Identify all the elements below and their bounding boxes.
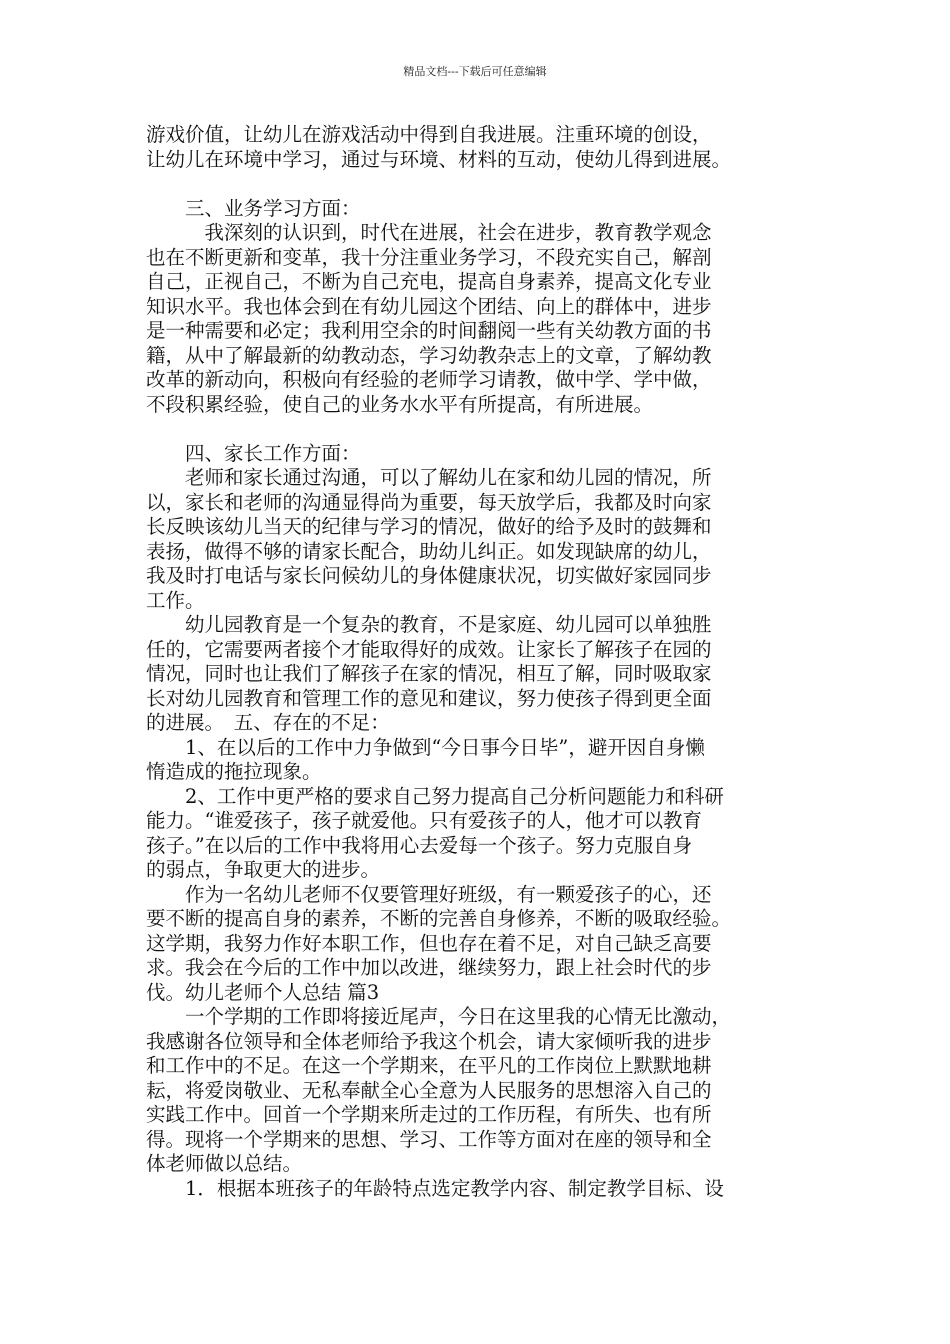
text-line: 2、工作中更严格的要求自己努力提高自己分析问题能力和科研: [146, 784, 724, 808]
page-header: 精品文档---下载后可任意编辑: [403, 65, 547, 78]
text-line: 表扬，做得不够的请家长配合，助幼儿纠正。如发现缺席的幼儿，: [146, 539, 712, 563]
text-line: 1、在以后的工作中力争做到“今日事今日毕”，避开因自身懒: [146, 735, 705, 759]
text-line: 以，家长和老师的沟通显得尚为重要，每天放学后，我都及时向家: [146, 490, 712, 514]
text-line: 惰造成的拖拉现象。: [146, 760, 322, 783]
text-line: 作为一名幼儿老师不仅要管理好班级，有一颗爱孩子的心，还: [146, 882, 712, 906]
text-line: 情况，同时也让我们了解孩子在家的情况，相互了解，同时吸取家: [146, 662, 712, 685]
text-line: 自己，正视自己，不断为自己充电，提高自身素养，提高文化专业: [146, 270, 712, 293]
text-line: 老师和家长通过沟通，可以了解幼儿在家和幼儿园的情况，所: [146, 466, 712, 489]
text-line: 三、业务学习方面：: [146, 196, 361, 220]
text-line: 我深刻的认识到，时代在进展，社会在进步，教育教学观念: [146, 221, 712, 244]
text-line: 耘，将爱岗敬业、无私奉献全心全意为人民服务的思想溶入自己的: [146, 1078, 712, 1102]
text-line: 这学期，我努力作好本职工作，但也存在着不足，对自己缺乏高要: [146, 931, 712, 955]
text-line: 籍，从中了解最新的幼教动态，学习幼教杂志上的文章，了解幼教: [146, 343, 712, 367]
text-line: 能力。“谁爱孩子，孩子就爱他。只有爱孩子的人，他才可以教育: [146, 809, 702, 832]
text-line: 的进展。 五、存在的不足：: [146, 711, 390, 734]
text-line: 工作。: [146, 588, 205, 612]
text-line: 体老师做以总结。: [146, 1152, 303, 1175]
text-line: 长对幼儿园教育和管理工作的意见和建议，努力使孩子得到更全面: [146, 686, 712, 710]
text-line: 我感谢各位领导和全体老师给予我这个机会，请大家倾听我的进步: [146, 1029, 712, 1053]
text-line: 一个学期的工作即将接近尾声，今日在这里我的心情无比激动，: [146, 1005, 732, 1028]
blank-line: [146, 417, 806, 442]
text-line: 1．根据本班孩子的年龄特点选定教学内容、制定教学目标、设: [146, 1176, 724, 1200]
text-line: 是一种需要和必定；我利用空余的时间翻阅一些有关幼教方面的书: [146, 319, 712, 342]
text-line: 和工作中的不足。在这一个学期来，在平凡的工作岗位上默默地耕: [146, 1054, 712, 1077]
document-body: [146, 123, 806, 1201]
text-line: 的弱点，争取更大的进步。: [146, 858, 381, 881]
text-line: 让幼儿在环境中学习，通过与环境、材料的互动，使幼儿得到进展。: [146, 147, 732, 171]
text-line: 求。我会在今后的工作中加以改进，继续努力，跟上社会时代的步: [146, 956, 712, 979]
text-line: 四、家长工作方面：: [146, 441, 361, 465]
text-line: 任的，它需要两者接个才能取得好的成效。让家长了解孩子在园的: [146, 637, 712, 661]
text-line: 长反映该幼儿当天的纪律与学习的情况，做好的给予及时的鼓舞和: [146, 515, 712, 538]
text-line: 实践工作中。回首一个学期来所走过的工作历程，有所失、也有所: [146, 1103, 712, 1126]
blank-line: [146, 172, 806, 197]
text-line: 幼儿园教育是一个复杂的教育，不是家庭、幼儿园可以单独胜: [146, 613, 712, 636]
text-line: 伐。幼儿老师个人总结 篇3: [146, 980, 380, 1004]
text-line: 不段积累经验，使自己的业务水水平有所提高，有所进展。: [146, 392, 654, 416]
text-line: 我及时打电话与家长问候幼儿的身体健康状况，切实做好家园同步: [146, 564, 712, 587]
text-line: 孩子。”在以后的工作中我将用心去爱每一个孩子。努力克服自身: [146, 833, 693, 857]
text-line: 游戏价值，让幼儿在游戏活动中得到自我进展。注重环境的创设，: [146, 123, 712, 146]
text-line: 得。现将一个学期来的思想、学习、工作等方面对在座的领导和全: [146, 1127, 712, 1151]
text-line: 也在不断更新和变革，我十分注重业务学习，不段充实自己，解剖: [146, 245, 712, 269]
text-line: 要不断的提高自身的素养，不断的完善自身修养，不断的吸取经验。: [146, 907, 732, 930]
text-line: 知识水平。我也体会到在有幼儿园这个团结、向上的群体中，进步: [146, 294, 712, 318]
text-line: 改革的新动向，积极向有经验的老师学习请教，做中学、学中做，: [146, 368, 712, 391]
